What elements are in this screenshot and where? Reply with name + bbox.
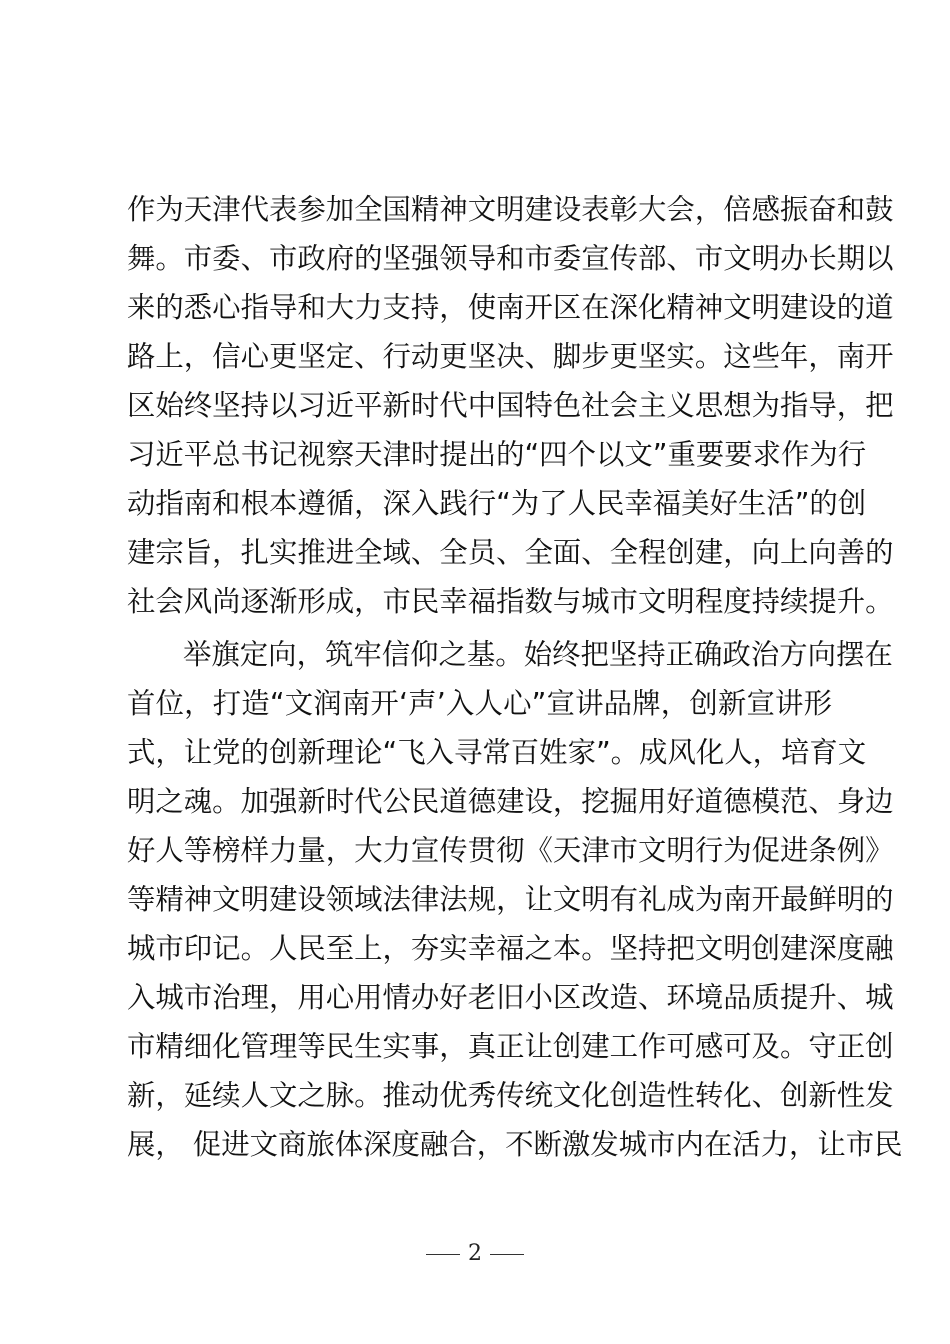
body-text-line: 入城市治理，用心用情办好老旧小区改造、环境品质提升、城 [127, 981, 894, 1014]
body-text-line: 建宗旨，扎实推进全域、全员、全面、全程创建，向上向善的 [127, 536, 894, 569]
body-text-line: 新，延续人文之脉。推动优秀传统文化创造性转化、创新性发 [127, 1079, 894, 1112]
page-footer [0, 1236, 950, 1272]
body-text-line: 动指南和根本遵循，深入践行“为了人民幸福美好生活”的创 [127, 487, 867, 520]
body-text-line: 路上，信心更坚定、行动更坚决、脚步更坚实。这些年，南开 [127, 340, 894, 373]
body-text-line: 明之魂。加强新时代公民道德建设，挖掘用好道德模范、身边 [127, 785, 894, 818]
body-text-line: 习近平总书记视察天津时提出的“四个以文”重要要求作为行 [127, 438, 867, 471]
body-text-line: 来的悉心指导和大力支持，使南开区在深化精神文明建设的道 [127, 291, 894, 324]
body-text-line: 社会风尚逐渐形成，市民幸福指数与城市文明程度持续提升。 [127, 585, 894, 618]
body-text-line: 等精神文明建设领域法律法规，让文明有礼成为南开最鲜明的 [127, 883, 894, 916]
body-text-line: 舞。市委、市政府的坚强领导和市委宣传部、市文明办长期以 [127, 242, 894, 275]
page-number: 2 [468, 1241, 482, 1266]
body-text-line: 市精细化管理等民生实事，真正让创建工作可感可及。守正创 [127, 1030, 894, 1063]
body-text-line: 首位，打造“文润南开‘声’入人心”宣讲品牌，创新宣讲形 [127, 687, 832, 720]
footer-dash-left [426, 1254, 460, 1255]
body-text-line: 式，让党的创新理论“飞入寻常百姓家”。成风化人，培育文 [127, 736, 867, 769]
body-text-line: 好人等榜样力量，大力宣传贯彻《天津市文明行为促进条例》 [127, 834, 894, 867]
paragraph-first-line: 举旗定向，筑牢信仰之基。始终把坚持正确政治方向摆在 [183, 638, 893, 671]
body-text-line: 作为天津代表参加全国精神文明建设表彰大会，倍感振奋和鼓 [127, 193, 894, 226]
body-text-line: 展， 促进文商旅体深度融合，不断激发城市内在活力，让市民 [127, 1128, 903, 1161]
footer-dash-right [490, 1254, 524, 1255]
body-text-line: 城市印记。人民至上，夯实幸福之本。坚持把文明创建深度融 [127, 932, 894, 965]
body-text-line: 区始终坚持以习近平新时代中国特色社会主义思想为指导，把 [127, 389, 894, 422]
